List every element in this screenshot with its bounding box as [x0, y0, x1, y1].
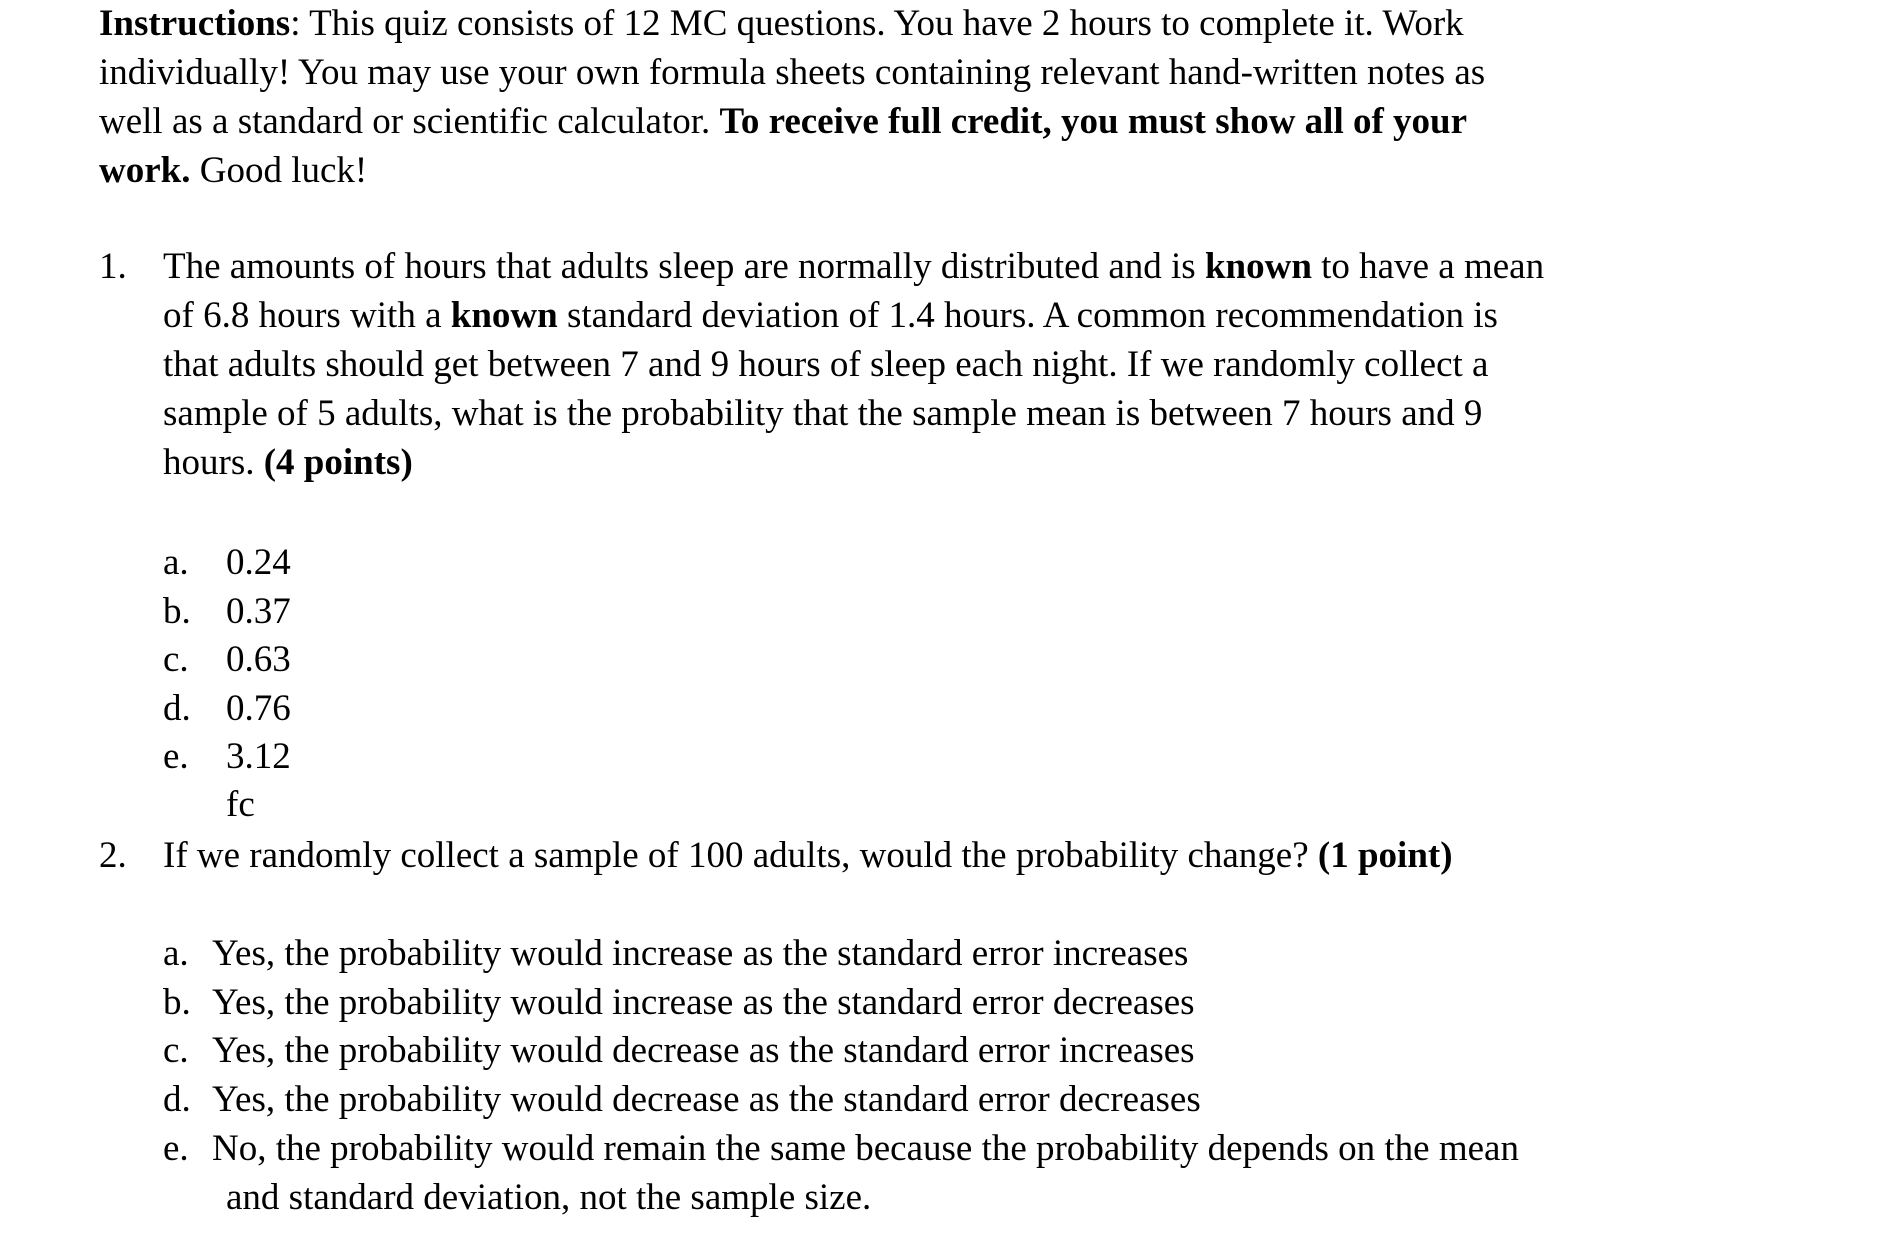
points: (1 point)	[1317, 835, 1453, 876]
option-letter: b.	[163, 982, 191, 1023]
option-letter: c.	[163, 639, 189, 680]
text: standard deviation of 1.4 hours. A common recommendation is	[557, 295, 1498, 336]
option-letter: a.	[163, 933, 189, 974]
question-text-line	[163, 834, 1453, 878]
instructions-text: well as a standard or scientific calculator.	[99, 101, 720, 142]
question-text-line: that adults should get between 7 and 9 hours of sleep each night. If we randomly collect a	[163, 344, 1489, 385]
option-text: Yes, the probability would decrease as the standard error decreases	[212, 1079, 1201, 1120]
points: (4 points)	[263, 442, 413, 483]
question-number: 2.	[99, 835, 127, 876]
instructions-line: individually! You may use your own formula sheets containing relevant hand-written notes as	[99, 52, 1486, 93]
option-letter: c.	[163, 1030, 189, 1071]
text: to have a mean	[1311, 246, 1545, 287]
option-text: Yes, the probability would decrease as the standard error increases	[212, 1030, 1195, 1071]
option-text-continued: and standard deviation, not the sample size.	[226, 1177, 872, 1218]
option-text: 0.76	[226, 688, 291, 729]
note-text: fc	[226, 784, 255, 825]
option-text: 0.24	[226, 542, 291, 583]
emphasis: known	[1204, 246, 1312, 287]
option-text: Yes, the probability would increase as the standard error increases	[212, 933, 1189, 974]
option-letter: d.	[163, 1079, 191, 1120]
instructions-text: : This quiz consists of 12 MC questions. You have 2 hours to complete it. Work	[290, 3, 1464, 44]
text: The amounts of hours that adults sleep are normally distributed and is	[163, 246, 1205, 287]
option-text: Yes, the probability would increase as the standard error decreases	[212, 982, 1195, 1023]
instructions-emphasis: To receive full credit, you must show all of your	[719, 101, 1468, 142]
emphasis: known	[450, 295, 558, 336]
option-letter: e.	[163, 1128, 189, 1169]
option-text: No, the probability would remain the same because the probability depends on the mean	[212, 1128, 1519, 1169]
instructions-emphasis: work.	[99, 150, 191, 191]
option-text: 3.12	[226, 736, 291, 777]
question-number: 1.	[99, 246, 127, 287]
instructions-line	[99, 149, 367, 193]
text: hours.	[163, 442, 264, 483]
question-text-line	[163, 245, 1544, 289]
option-letter: b.	[163, 591, 191, 632]
option-letter: e.	[163, 736, 189, 777]
option-letter: d.	[163, 688, 191, 729]
option-text: 0.63	[226, 639, 291, 680]
instructions-label: Instructions	[99, 3, 291, 44]
text: of 6.8 hours with a	[163, 295, 451, 336]
instructions-line	[99, 100, 1467, 144]
text: If we randomly collect a sample of 100 adults, would the probability change?	[163, 835, 1318, 876]
instructions-line	[99, 2, 1464, 46]
option-text: 0.37	[226, 591, 291, 632]
question-text-line	[163, 294, 1498, 338]
question-text-line	[163, 441, 413, 485]
instructions-text: Good luck!	[190, 150, 368, 191]
option-letter: a.	[163, 542, 189, 583]
question-text-line: sample of 5 adults, what is the probability that the sample mean is between 7 hours and 9	[163, 393, 1483, 434]
